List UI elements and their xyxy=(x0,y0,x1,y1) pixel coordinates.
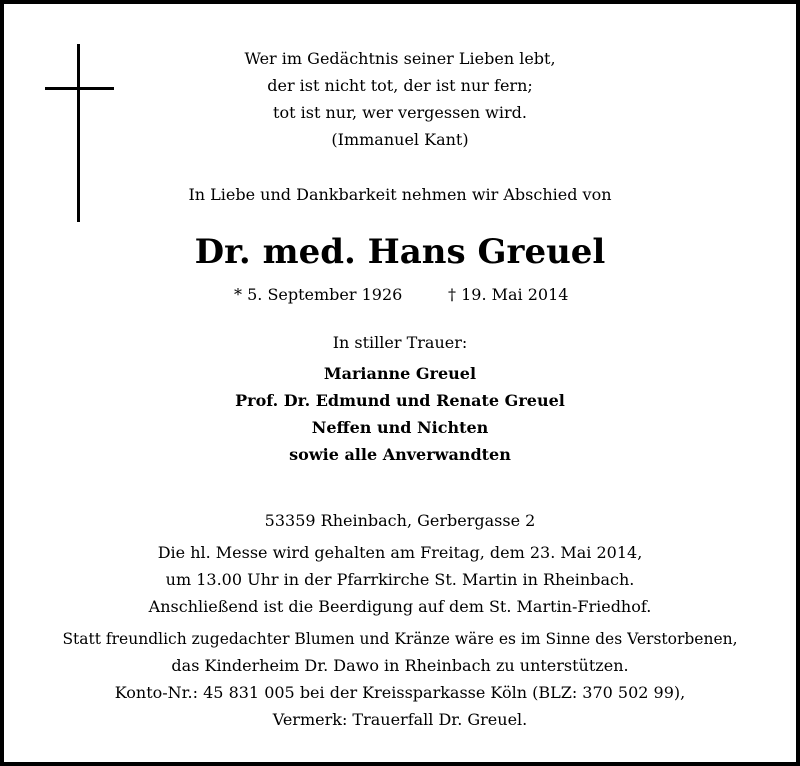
service-line: Anschließend ist die Beerdigung auf dem St. Martin-Friedhof. xyxy=(148,597,652,616)
donation-line: Vermerk: Trauerfall Dr. Greuel. xyxy=(272,710,528,729)
mourner-name: sowie alle Anverwandten xyxy=(289,445,511,464)
donation-line: das Kinderheim Dr. Dawo in Rheinbach zu unterstützen. xyxy=(171,656,629,675)
birth-date: * 5. September 1926 xyxy=(234,285,403,304)
quote-author: (Immanuel Kant) xyxy=(331,130,469,149)
deceased-name: Dr. med. Hans Greuel xyxy=(194,232,606,272)
quote-line: Wer im Gedächtnis seiner Lieben lebt, xyxy=(244,49,556,68)
mourners-heading: In stiller Trauer: xyxy=(332,333,468,352)
intro-text: In Liebe und Dankbarkeit nehmen wir Abschied von xyxy=(188,185,612,204)
quote-line: der ist nicht tot, der ist nur fern; xyxy=(267,76,533,95)
donation-line: Statt freundlich zugedachter Blumen und Kränze wäre es im Sinne des Verstorbenen, xyxy=(62,630,738,648)
death-date: † 19. Mai 2014 xyxy=(448,285,569,304)
mourner-name: Neffen und Nichten xyxy=(311,418,489,437)
address: 53359 Rheinbach, Gerbergasse 2 xyxy=(264,511,536,530)
donation-line: Konto-Nr.: 45 831 005 bei der Kreissparkasse Köln (BLZ: 370 502 99), xyxy=(114,683,686,702)
service-line: Die hl. Messe wird gehalten am Freitag, dem 23. Mai 2014, xyxy=(157,543,643,562)
quote-line: tot ist nur, wer vergessen wird. xyxy=(273,103,527,122)
mourner-name: Prof. Dr. Edmund und Renate Greuel xyxy=(235,391,565,410)
service-line: um 13.00 Uhr in der Pfarrkirche St. Martin in Rheinbach. xyxy=(165,570,635,589)
mourner-name: Marianne Greuel xyxy=(323,364,477,383)
